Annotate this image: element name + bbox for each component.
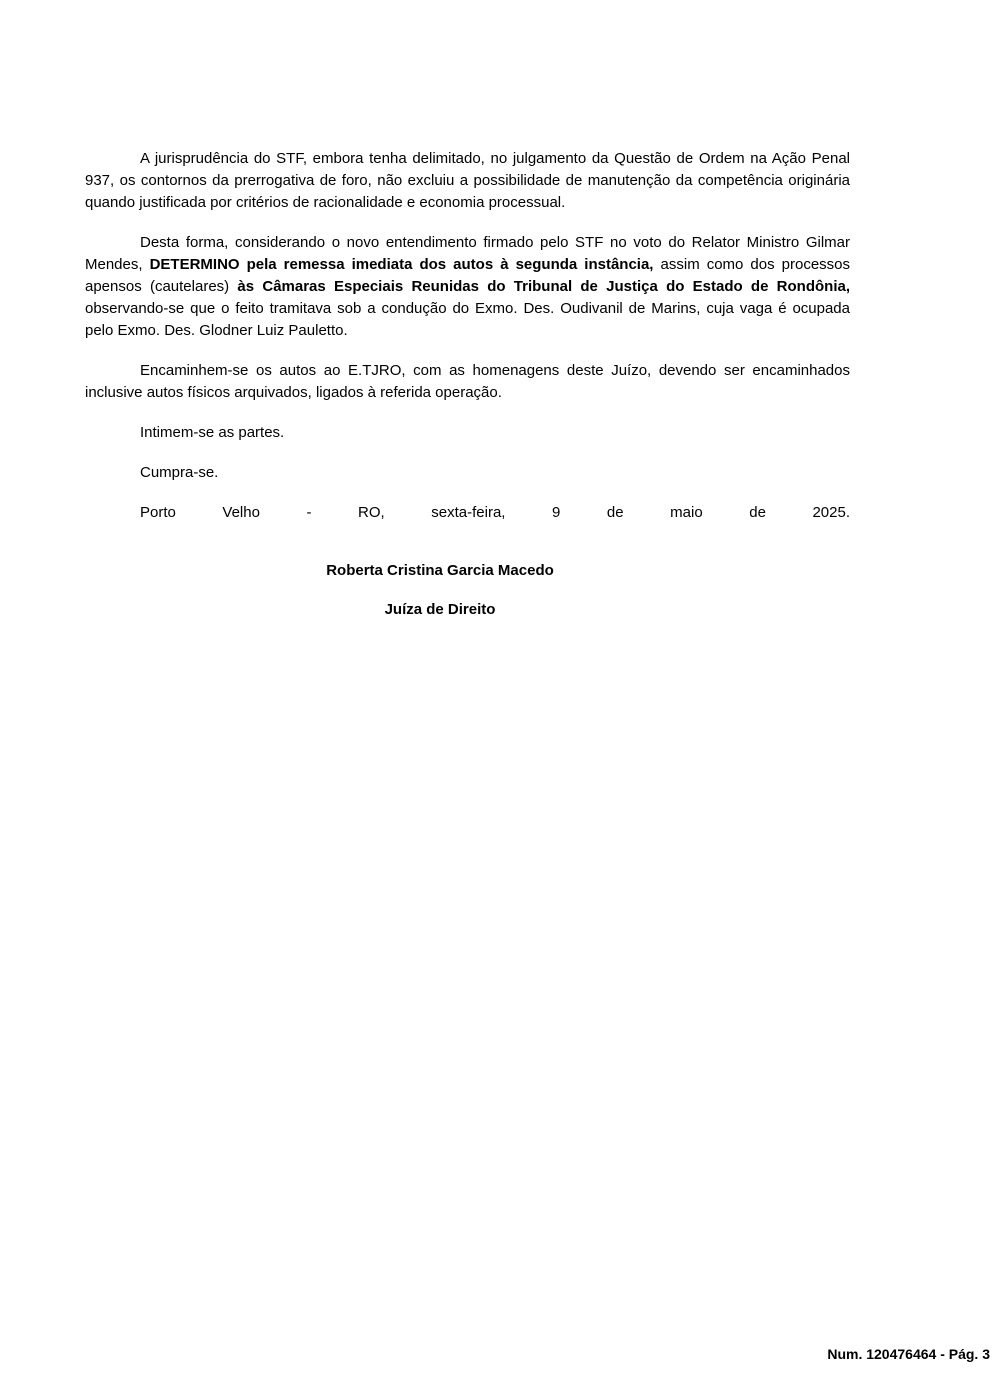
camaras-bold-segment: às Câmaras Especiais Reunidas do Tribunal de Justiça do Estado de Rondônia, — [237, 278, 851, 295]
document-body — [85, 148, 850, 621]
paragraph-encaminhamento: Encaminhem-se os autos ao E.TJRO, com as homenagens deste Juízo, devendo ser encaminhados inclusive autos físicos arquivados, ligados à referida operação. — [85, 362, 850, 401]
signature-block — [85, 560, 795, 621]
determino-bold-segment: DETERMINO pela remessa imediata dos autos à segunda instância, — [149, 256, 654, 273]
paragraph-cumprase: Cumpra-se. — [140, 464, 219, 481]
paragraph-determino-middle: assim como dos processos apensos (cautelares) — [85, 256, 851, 295]
paragraph-intimacao: Intimem-se as partes. — [140, 424, 285, 441]
page-number-label: Num. 120476464 - Pág. 3 — [827, 1346, 990, 1362]
paragraph-determino-intro: Desta forma, considerando o novo entendimento firmado pelo STF no voto do Relator Ministro Gilmar Mendes, — [85, 234, 850, 273]
signature-judge-name: Roberta Cristina Garcia Macedo — [326, 562, 554, 579]
paragraph-determino-remessa — [85, 232, 850, 342]
paragraph-determino-end: observando-se que o feito tramitava sob a condução do Exmo. Des. Oudivanil de Marins, cuja vaga é ocupada pelo Exmo. Des. Glodner Luiz Pauletto. — [85, 300, 850, 339]
paragraph-jurisprudencia-stf: A jurisprudência do STF, embora tenha delimitado, no julgamento da Questão de Ordem na Ação Penal 937, os contornos da prerrogativa de foro, não excluiu a possibilidade de manutenção da competência originária quando justificada por critérios de racionalidade e economia processual. — [85, 150, 850, 211]
signature-judge-title: Juíza de Direito — [384, 601, 496, 618]
date-line: Porto Velho - RO, sexta-feira, 9 de maio de 2025. — [140, 504, 850, 521]
